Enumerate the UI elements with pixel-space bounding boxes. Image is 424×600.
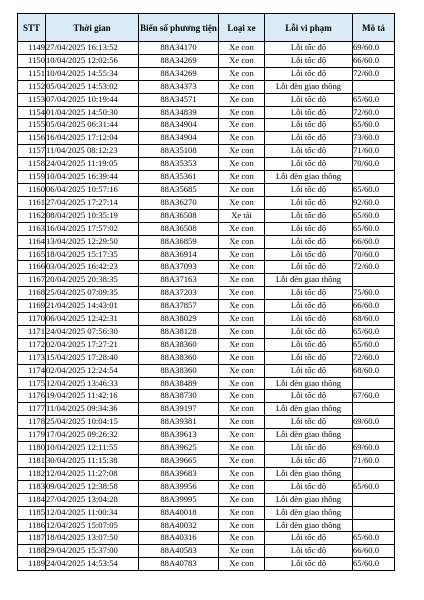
- cell-violation: Lỗi tốc độ: [265, 390, 353, 403]
- cell-vehicle-type: Xe con: [219, 377, 265, 390]
- cell-plate: 88A34269: [139, 54, 219, 67]
- cell-plate: 88A35685: [139, 183, 219, 196]
- cell-stt: 1175: [18, 377, 46, 390]
- cell-plate: 88A34373: [139, 80, 219, 93]
- cell-stt: 1149: [18, 42, 46, 55]
- cell-description: 65/60.0: [353, 325, 395, 338]
- violations-table: [17, 13, 395, 571]
- cell-vehicle-type: Xe con: [219, 183, 265, 196]
- cell-plate: 88A38730: [139, 390, 219, 403]
- cell-time: 13/04/2025 12:29:50: [46, 235, 139, 248]
- table-row: [18, 158, 395, 171]
- cell-plate: 88A40583: [139, 545, 219, 558]
- cell-time: 06/04/2025 10:57:16: [46, 183, 139, 196]
- cell-plate: 88A38360: [139, 338, 219, 351]
- cell-vehicle-type: Xe con: [219, 158, 265, 171]
- cell-time: 12/04/2025 13:46:33: [46, 377, 139, 390]
- cell-vehicle-type: Xe con: [219, 442, 265, 455]
- cell-stt: 1162: [18, 209, 46, 222]
- cell-vehicle-type: Xe con: [219, 390, 265, 403]
- cell-plate: 88A38360: [139, 351, 219, 364]
- cell-stt: 1161: [18, 196, 46, 209]
- table-row: [18, 519, 395, 532]
- cell-stt: 1176: [18, 390, 46, 403]
- cell-description: 65/60.0: [353, 209, 395, 222]
- cell-time: 10/04/2025 12:11:55: [46, 442, 139, 455]
- header-row: [18, 14, 395, 42]
- cell-description: 71/60.0: [353, 145, 395, 158]
- table-row: [18, 132, 395, 145]
- cell-stt: 1185: [18, 506, 46, 519]
- cell-violation: Lỗi tốc độ: [265, 106, 353, 119]
- cell-violation: Lỗi đèn giao thông: [265, 80, 353, 93]
- cell-time: 18/04/2025 13:07:50: [46, 532, 139, 545]
- cell-description: 65/60.0: [353, 338, 395, 351]
- cell-plate: 88A40316: [139, 532, 219, 545]
- cell-violation: Lỗi đèn giao thông: [265, 403, 353, 416]
- cell-plate: 88A37093: [139, 261, 219, 274]
- cell-stt: 1166: [18, 261, 46, 274]
- table-body: [18, 42, 395, 571]
- cell-vehicle-type: Xe con: [219, 545, 265, 558]
- cell-vehicle-type: Xe con: [219, 325, 265, 338]
- cell-plate: 88A39625: [139, 442, 219, 455]
- cell-description: 66/60.0: [353, 54, 395, 67]
- cell-plate: 88A34269: [139, 67, 219, 80]
- cell-violation: Lỗi tốc độ: [265, 545, 353, 558]
- cell-description: 65/60.0: [353, 480, 395, 493]
- cell-description: 65/60.0: [353, 222, 395, 235]
- cell-violation: Lỗi tốc độ: [265, 261, 353, 274]
- table-row: [18, 377, 395, 390]
- cell-violation: Lỗi tốc độ: [265, 416, 353, 429]
- cell-time: 18/04/2025 15:17:35: [46, 248, 139, 261]
- header-time: Thời gian: [46, 14, 139, 42]
- cell-violation: Lỗi tốc độ: [265, 480, 353, 493]
- cell-stt: 1165: [18, 248, 46, 261]
- table-row: [18, 248, 395, 261]
- table-header: [18, 14, 395, 42]
- cell-violation: Lỗi tốc độ: [265, 248, 353, 261]
- table-row: [18, 325, 395, 338]
- table-row: [18, 67, 395, 80]
- cell-description: 69/60.0: [353, 442, 395, 455]
- cell-vehicle-type: Xe con: [219, 300, 265, 313]
- cell-vehicle-type: Xe con: [219, 480, 265, 493]
- cell-time: 16/04/2025 17:57:02: [46, 222, 139, 235]
- cell-plate: 88A37203: [139, 287, 219, 300]
- cell-stt: 1152: [18, 80, 46, 93]
- cell-violation: Lỗi đèn giao thông: [265, 171, 353, 184]
- cell-vehicle-type: Xe con: [219, 248, 265, 261]
- cell-vehicle-type: Xe con: [219, 235, 265, 248]
- cell-description: 70/60.0: [353, 158, 395, 171]
- cell-vehicle-type: Xe con: [219, 196, 265, 209]
- cell-plate: 88A38489: [139, 377, 219, 390]
- table-row: [18, 455, 395, 468]
- cell-description: [353, 493, 395, 506]
- cell-description: [353, 429, 395, 442]
- cell-stt: 1178: [18, 416, 46, 429]
- cell-description: [353, 467, 395, 480]
- cell-vehicle-type: Xe con: [219, 429, 265, 442]
- cell-violation: Lỗi tốc độ: [265, 287, 353, 300]
- cell-description: 66/60.0: [353, 300, 395, 313]
- cell-stt: 1172: [18, 338, 46, 351]
- cell-violation: Lỗi tốc độ: [265, 300, 353, 313]
- cell-violation: Lỗi tốc độ: [265, 558, 353, 571]
- cell-violation: Lỗi đèn giao thông: [265, 519, 353, 532]
- cell-time: 08/04/2025 10:35:19: [46, 209, 139, 222]
- cell-vehicle-type: Xe con: [219, 119, 265, 132]
- cell-plate: 88A39995: [139, 493, 219, 506]
- cell-time: 05/04/2025 14:53:02: [46, 80, 139, 93]
- cell-description: 72/60.0: [353, 261, 395, 274]
- table-row: [18, 274, 395, 287]
- cell-stt: 1156: [18, 132, 46, 145]
- cell-time: 25/04/2025 10:04:15: [46, 416, 139, 429]
- table-row: [18, 209, 395, 222]
- cell-description: [353, 377, 395, 390]
- cell-violation: Lỗi tốc độ: [265, 67, 353, 80]
- table-row: [18, 300, 395, 313]
- cell-stt: 1189: [18, 558, 46, 571]
- cell-stt: 1181: [18, 455, 46, 468]
- cell-plate: 88A34904: [139, 132, 219, 145]
- table-row: [18, 196, 395, 209]
- cell-time: 03/04/2025 16:42:23: [46, 261, 139, 274]
- cell-vehicle-type: Xe con: [219, 351, 265, 364]
- cell-description: 69/60.0: [353, 416, 395, 429]
- cell-description: 72/60.0: [353, 106, 395, 119]
- cell-time: 25/04/2025 07:09:35: [46, 287, 139, 300]
- cell-time: 10/04/2025 16:39:44: [46, 171, 139, 184]
- cell-stt: 1163: [18, 222, 46, 235]
- cell-time: 01/04/2025 14:50:30: [46, 106, 139, 119]
- cell-plate: 88A35108: [139, 145, 219, 158]
- cell-vehicle-type: Xe con: [219, 42, 265, 55]
- cell-violation: Lỗi tốc độ: [265, 532, 353, 545]
- cell-plate: 88A35353: [139, 158, 219, 171]
- cell-violation: Lỗi tốc độ: [265, 145, 353, 158]
- cell-time: 15/04/2025 17:28:40: [46, 351, 139, 364]
- cell-description: 71/60.0: [353, 455, 395, 468]
- cell-vehicle-type: Xe con: [219, 171, 265, 184]
- header-plate-label: Biển số phương tiện: [140, 22, 217, 33]
- cell-description: 65/60.0: [353, 558, 395, 571]
- cell-vehicle-type: Xe con: [219, 54, 265, 67]
- cell-stt: 1160: [18, 183, 46, 196]
- table-row: [18, 80, 395, 93]
- table-row: [18, 403, 395, 416]
- cell-plate: 88A37857: [139, 300, 219, 313]
- cell-stt: 1151: [18, 67, 46, 80]
- cell-plate: 88A39197: [139, 403, 219, 416]
- header-violation: Lỗi vi phạm: [265, 14, 353, 42]
- cell-time: 19/04/2025 11:42:16: [46, 390, 139, 403]
- cell-stt: 1168: [18, 287, 46, 300]
- table-row: [18, 416, 395, 429]
- cell-time: 10/04/2025 14:55:34: [46, 67, 139, 80]
- table-row: [18, 442, 395, 455]
- table-row: [18, 93, 395, 106]
- cell-vehicle-type: Xe con: [219, 261, 265, 274]
- cell-violation: Lỗi đèn giao thông: [265, 493, 353, 506]
- cell-plate: 88A39613: [139, 429, 219, 442]
- cell-description: [353, 274, 395, 287]
- cell-stt: 1171: [18, 325, 46, 338]
- cell-stt: 1183: [18, 480, 46, 493]
- cell-vehicle-type: Xe con: [219, 519, 265, 532]
- cell-violation: Lỗi tốc độ: [265, 455, 353, 468]
- cell-vehicle-type: Xe con: [219, 506, 265, 519]
- cell-violation: Lỗi tốc độ: [265, 222, 353, 235]
- table-row: [18, 429, 395, 442]
- table-row: [18, 171, 395, 184]
- table-row: [18, 558, 395, 571]
- cell-stt: 1153: [18, 93, 46, 106]
- cell-stt: 1157: [18, 145, 46, 158]
- cell-plate: 88A37163: [139, 274, 219, 287]
- cell-vehicle-type: Xe con: [219, 106, 265, 119]
- cell-time: 10/04/2025 12:02:56: [46, 54, 139, 67]
- table-row: [18, 390, 395, 403]
- cell-violation: Lỗi tốc độ: [265, 325, 353, 338]
- cell-description: 70/60.0: [353, 248, 395, 261]
- cell-stt: 1155: [18, 119, 46, 132]
- cell-plate: 88A34904: [139, 119, 219, 132]
- table-row: [18, 222, 395, 235]
- table-row: [18, 54, 395, 67]
- cell-description: 66/60.0: [353, 235, 395, 248]
- cell-description: 69/60.0: [353, 42, 395, 55]
- cell-time: 02/04/2025 17:27:21: [46, 338, 139, 351]
- cell-plate: 88A35361: [139, 171, 219, 184]
- cell-stt: 1188: [18, 545, 46, 558]
- header-stt: STT: [18, 14, 46, 42]
- cell-stt: 1173: [18, 351, 46, 364]
- cell-stt: 1186: [18, 519, 46, 532]
- cell-violation: Lỗi tốc độ: [265, 235, 353, 248]
- cell-vehicle-type: Xe tải: [219, 209, 265, 222]
- cell-vehicle-type: Xe con: [219, 93, 265, 106]
- cell-plate: 88A36914: [139, 248, 219, 261]
- header-vehicle-type: Loại xe: [219, 14, 265, 42]
- cell-time: 27/04/2025 16:13:52: [46, 42, 139, 55]
- cell-violation: Lỗi tốc độ: [265, 119, 353, 132]
- header-plate: [139, 14, 219, 42]
- cell-stt: 1182: [18, 467, 46, 480]
- cell-violation: Lỗi đèn giao thông: [265, 429, 353, 442]
- cell-description: [353, 80, 395, 93]
- header-description: Mô tả: [353, 14, 395, 42]
- table-row: [18, 532, 395, 545]
- cell-time: 11/04/2025 08:12:23: [46, 145, 139, 158]
- cell-vehicle-type: Xe con: [219, 80, 265, 93]
- cell-time: 06/04/2025 12:42:31: [46, 313, 139, 326]
- cell-vehicle-type: Xe con: [219, 313, 265, 326]
- cell-stt: 1159: [18, 171, 46, 184]
- cell-violation: Lỗi tốc độ: [265, 183, 353, 196]
- table-row: [18, 493, 395, 506]
- cell-stt: 1150: [18, 54, 46, 67]
- cell-description: 65/60.0: [353, 183, 395, 196]
- cell-description: 65/60.0: [353, 93, 395, 106]
- cell-time: 24/04/2025 14:53:54: [46, 558, 139, 571]
- cell-stt: 1169: [18, 300, 46, 313]
- table-row: [18, 467, 395, 480]
- cell-plate: 88A36270: [139, 196, 219, 209]
- cell-vehicle-type: Xe con: [219, 364, 265, 377]
- cell-time: 27/04/2025 17:27:14: [46, 196, 139, 209]
- cell-plate: 88A39381: [139, 416, 219, 429]
- cell-violation: Lỗi tốc độ: [265, 42, 353, 55]
- cell-vehicle-type: Xe con: [219, 403, 265, 416]
- cell-stt: 1170: [18, 313, 46, 326]
- cell-violation: Lỗi tốc độ: [265, 196, 353, 209]
- cell-stt: 1184: [18, 493, 46, 506]
- cell-plate: 88A38360: [139, 364, 219, 377]
- cell-description: 67/60.0: [353, 390, 395, 403]
- cell-time: 07/04/2025 10:19:44: [46, 93, 139, 106]
- cell-vehicle-type: Xe con: [219, 467, 265, 480]
- cell-stt: 1180: [18, 442, 46, 455]
- cell-vehicle-type: Xe con: [219, 274, 265, 287]
- cell-time: 27/04/2025 13:04:28: [46, 493, 139, 506]
- cell-vehicle-type: Xe con: [219, 338, 265, 351]
- cell-vehicle-type: Xe con: [219, 558, 265, 571]
- cell-vehicle-type: Xe con: [219, 222, 265, 235]
- cell-plate: 88A34839: [139, 106, 219, 119]
- cell-stt: 1164: [18, 235, 46, 248]
- cell-violation: Lỗi tốc độ: [265, 364, 353, 377]
- cell-plate: 88A34170: [139, 42, 219, 55]
- cell-vehicle-type: Xe con: [219, 67, 265, 80]
- cell-violation: Lỗi tốc độ: [265, 351, 353, 364]
- table-row: [18, 480, 395, 493]
- cell-violation: Lỗi tốc độ: [265, 54, 353, 67]
- cell-time: 11/04/2025 09:34:36: [46, 403, 139, 416]
- table-row: [18, 364, 395, 377]
- cell-description: [353, 506, 395, 519]
- cell-violation: Lỗi tốc độ: [265, 158, 353, 171]
- table-row: [18, 313, 395, 326]
- table-row: [18, 545, 395, 558]
- cell-vehicle-type: Xe con: [219, 532, 265, 545]
- cell-plate: 88A39665: [139, 455, 219, 468]
- cell-stt: 1177: [18, 403, 46, 416]
- cell-plate: 88A38128: [139, 325, 219, 338]
- cell-stt: 1167: [18, 274, 46, 287]
- cell-time: 24/04/2025 07:56:30: [46, 325, 139, 338]
- table-row: [18, 145, 395, 158]
- cell-description: 65/60.0: [353, 119, 395, 132]
- cell-stt: 1158: [18, 158, 46, 171]
- cell-vehicle-type: Xe con: [219, 455, 265, 468]
- cell-time: 20/04/2025 20:38:35: [46, 274, 139, 287]
- cell-vehicle-type: Xe con: [219, 145, 265, 158]
- cell-violation: Lỗi đèn giao thông: [265, 274, 353, 287]
- cell-description: 65/60.0: [353, 532, 395, 545]
- cell-time: 12/04/2025 11:00:34: [46, 506, 139, 519]
- cell-time: 12/04/2025 15:07:05: [46, 519, 139, 532]
- cell-time: 12/04/2025 11:27:08: [46, 467, 139, 480]
- cell-plate: 88A40032: [139, 519, 219, 532]
- cell-description: 68/60.0: [353, 364, 395, 377]
- cell-description: [353, 519, 395, 532]
- cell-plate: 88A38029: [139, 313, 219, 326]
- cell-time: 05/04/2025 06:31:44: [46, 119, 139, 132]
- cell-description: 72/60.0: [353, 67, 395, 80]
- cell-stt: 1179: [18, 429, 46, 442]
- cell-plate: 88A40018: [139, 506, 219, 519]
- cell-description: 66/60.0: [353, 545, 395, 558]
- cell-stt: 1154: [18, 106, 46, 119]
- cell-violation: Lỗi tốc độ: [265, 209, 353, 222]
- cell-description: [353, 403, 395, 416]
- cell-time: 02/04/2025 12:24:54: [46, 364, 139, 377]
- table-row: [18, 183, 395, 196]
- cell-description: 92/60.0: [353, 196, 395, 209]
- cell-time: 17/04/2025 09:26:32: [46, 429, 139, 442]
- cell-violation: Lỗi đèn giao thông: [265, 506, 353, 519]
- table-row: [18, 235, 395, 248]
- cell-vehicle-type: Xe con: [219, 287, 265, 300]
- cell-stt: 1187: [18, 532, 46, 545]
- cell-plate: 88A39683: [139, 467, 219, 480]
- cell-time: 16/04/2025 17:12:04: [46, 132, 139, 145]
- cell-plate: 88A39956: [139, 480, 219, 493]
- cell-violation: Lỗi tốc độ: [265, 313, 353, 326]
- cell-description: 73/60.0: [353, 132, 395, 145]
- cell-time: 30/04/2025 11:15:38: [46, 455, 139, 468]
- table-row: [18, 261, 395, 274]
- cell-stt: 1174: [18, 364, 46, 377]
- cell-violation: Lỗi tốc độ: [265, 132, 353, 145]
- cell-time: 09/04/2025 12:38:58: [46, 480, 139, 493]
- cell-violation: Lỗi đèn giao thông: [265, 467, 353, 480]
- cell-plate: 88A34571: [139, 93, 219, 106]
- cell-violation: Lỗi đèn giao thông: [265, 377, 353, 390]
- cell-violation: Lỗi tốc độ: [265, 442, 353, 455]
- cell-description: 68/60.0: [353, 313, 395, 326]
- cell-time: 24/04/2025 11:19:05: [46, 158, 139, 171]
- table-row: [18, 42, 395, 55]
- cell-plate: 88A36508: [139, 222, 219, 235]
- cell-description: 72/60.0: [353, 351, 395, 364]
- table-row: [18, 119, 395, 132]
- cell-description: 75/60.0: [353, 287, 395, 300]
- cell-vehicle-type: Xe con: [219, 132, 265, 145]
- cell-violation: Lỗi tốc độ: [265, 93, 353, 106]
- cell-time: 21/04/2025 14:43:01: [46, 300, 139, 313]
- cell-vehicle-type: Xe con: [219, 416, 265, 429]
- cell-plate: 88A36859: [139, 235, 219, 248]
- table-row: [18, 351, 395, 364]
- cell-plate: 88A36508: [139, 209, 219, 222]
- table-row: [18, 287, 395, 300]
- cell-time: 29/04/2025 15:37:00: [46, 545, 139, 558]
- cell-vehicle-type: Xe con: [219, 493, 265, 506]
- table-row: [18, 106, 395, 119]
- cell-violation: Lỗi tốc độ: [265, 338, 353, 351]
- table-row: [18, 506, 395, 519]
- table-row: [18, 338, 395, 351]
- cell-description: [353, 171, 395, 184]
- cell-plate: 88A40783: [139, 558, 219, 571]
